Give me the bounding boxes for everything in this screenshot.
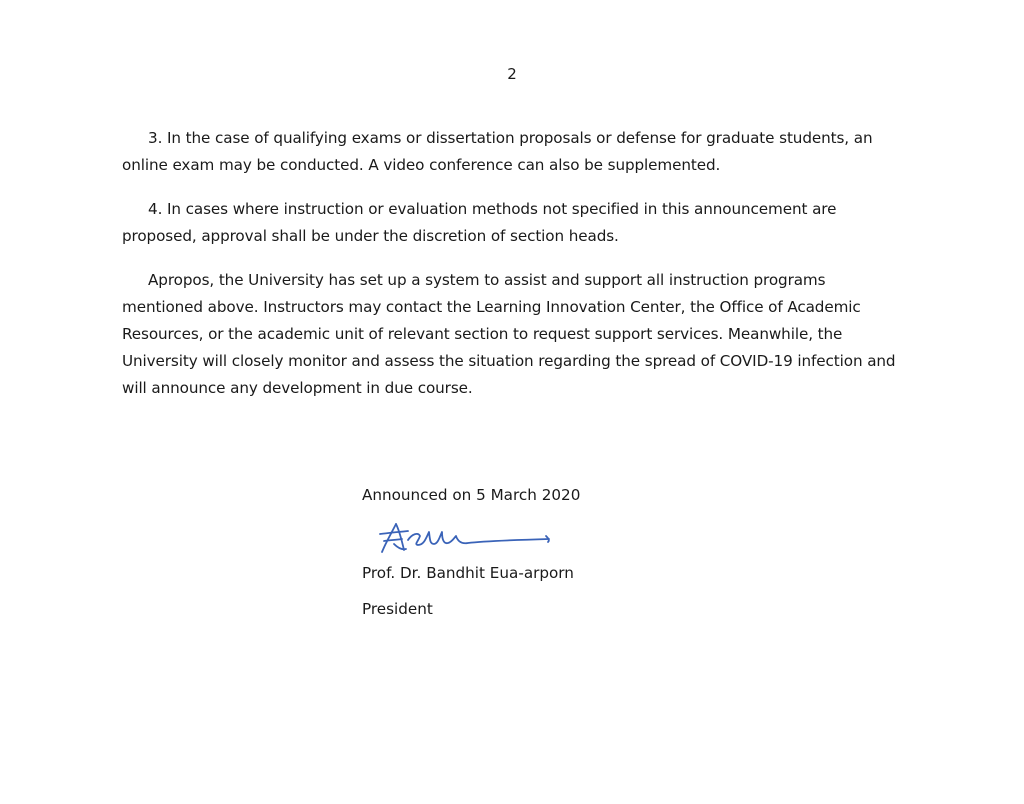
paragraph-support: Apropos, the University has set up a system to assist and support all instruction programs mentioned above. Instructors may contact the Learning Innovation Center, the Office of Academic Resources, or the academic unit of relevant section to request support services. Meanwhile, the University will closely monitor and assess the situation regarding the spread of COVID-19 infection and will announce any development in due course. <box>122 271 896 397</box>
announcement-date: Announced on 5 March 2020 <box>362 486 581 504</box>
signer-title: President <box>362 600 433 618</box>
document-body <box>122 125 902 402</box>
signer-name: Prof. Dr. Bandhit Eua-arporn <box>362 564 574 582</box>
paragraph-item-4: 4. In cases where instruction or evaluation methods not specified in this announcement are proposed, approval shall be under the discretion of section heads. <box>122 200 837 245</box>
paragraph-item-3: 3. In the case of qualifying exams or dissertation proposals or defense for graduate students, an online exam may be conducted. A video conference can also be supplemented. <box>122 129 873 174</box>
handwritten-signature <box>374 514 564 558</box>
page-number: 2 <box>507 65 517 83</box>
signature-block <box>362 484 762 620</box>
